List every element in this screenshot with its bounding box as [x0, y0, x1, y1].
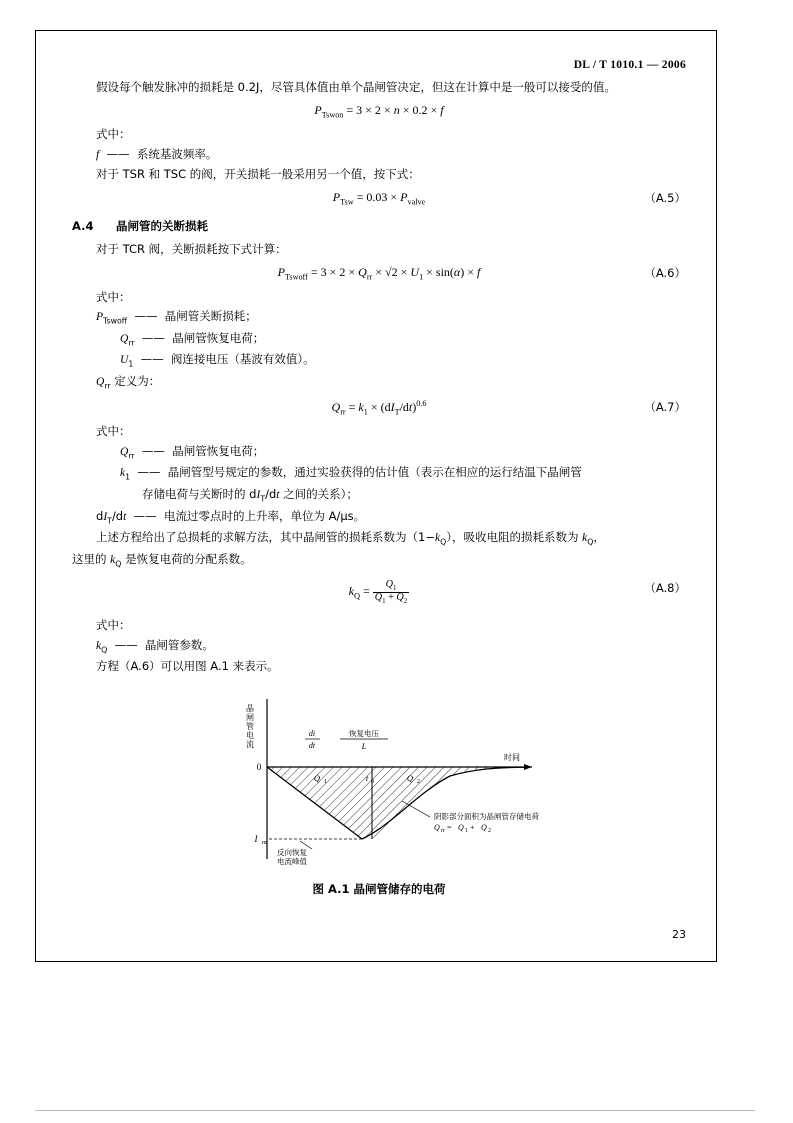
equation-a7-number: （A.7）: [644, 399, 686, 414]
equation-a6-number: （A.6）: [644, 266, 686, 281]
equation-a4: $P_{Tswon} = 3 \times 2 \times n \times 0.2 \times f$: [314, 102, 444, 120]
svg-text:Q: Q: [458, 823, 464, 833]
label-shizhong-1: 式中：: [96, 127, 131, 142]
svg-text:dt: dt: [308, 741, 316, 751]
paragraph-tsr-tsc: 对于 TSR 和 TSC 的阀，开关损耗一般采用另一个值，按下式：: [96, 167, 420, 182]
svg-text:+: +: [470, 823, 475, 833]
svg-text:Q: Q: [481, 823, 487, 833]
svg-text:1: 1: [465, 828, 468, 835]
definition-didt: $dI_T/dt$ —— 电流过零点时的上升率，单位为 A/μs。: [96, 508, 366, 525]
label-shizhong-2: 式中：: [96, 289, 131, 304]
svg-text:rr: rr: [441, 828, 445, 835]
figure-a1-graphic: [72, 689, 682, 874]
label-shizhong-4: 式中：: [96, 618, 131, 633]
definition-qrr: $Q_{rr}$ —— 晶闸管恢复电荷；: [120, 330, 265, 348]
section-title: 晶闸管的关断损耗: [116, 219, 208, 234]
paragraph-assumption: 假设每个触发脉冲的损耗是 0.2J，尽管具体值由单个晶闸管决定，但这在计算中是一般可以接受的值。: [96, 80, 616, 94]
svg-text:阴影部分面积为晶闸管存储电荷: 阴影部分面积为晶闸管存储电荷: [434, 812, 539, 822]
definition-u1: $U_1$ —— 阀连接电压（基波有效值）。: [120, 352, 315, 369]
paragraph-figure-ref: 方程（A.6）可以用图 A.1 来表示。: [96, 659, 279, 674]
svg-text:t: t: [365, 773, 369, 784]
section-heading-a4: [72, 218, 686, 234]
svg-text:晶: 晶: [246, 704, 254, 714]
svg-text:=: =: [447, 823, 452, 833]
svg-text:di: di: [308, 729, 316, 739]
definition-k1-line2: 存储电荷与关断时的 $dI_T/dt$ 之间的关系）；: [142, 487, 358, 504]
svg-text:2: 2: [488, 828, 491, 835]
definition-f: f —— 系统基波频率。: [96, 146, 218, 161]
page-number: 23: [672, 928, 686, 941]
svg-text:Q: Q: [406, 773, 414, 784]
svg-text:电流峰值: 电流峰值: [277, 857, 307, 867]
svg-text:1: 1: [324, 779, 327, 786]
svg-text:恢复电压: 恢复电压: [349, 729, 379, 739]
equation-a6: $P_{Tswoff} = 3 \times 2 \times Q_{rr} \times √2 \times U_1 \times \sin(\alpha) \times f$ （A.6）: [277, 265, 686, 282]
bottom-divider: [35, 1110, 755, 1111]
svg-text:2: 2: [417, 779, 420, 786]
paragraph-loss-coefficient-line2: 这里的 $k_Q$ 是恢复电荷的分配系数。: [72, 551, 252, 569]
equation-a5: $P_{Tsw} = 0.03 \times P_{valve}$ （A.5）: [332, 190, 686, 207]
document-page: [35, 30, 717, 962]
svg-text:流: 流: [246, 740, 254, 750]
paragraph-loss-coefficient-line1: 上述方程给出了总损耗的求解方法，其中晶闸管的损耗系数为$(1-k_Q)$，吸收电阻的损耗系数为 $k_Q$，: [96, 530, 605, 547]
paragraph-tcr: 对于 TCR 阀，关断损耗按下式计算：: [96, 242, 287, 257]
standard-code-header: DL / T 1010.1 — 2006: [573, 59, 686, 71]
svg-text:电: 电: [246, 731, 254, 741]
figure-caption: 图 A.1 晶闸管储存的电荷: [312, 882, 446, 897]
equation-a8: $k_Q$ = $\frac{Q_1}{Q_1 + Q_2}$ （A.8）: [348, 578, 686, 605]
svg-text:0: 0: [256, 762, 262, 773]
equation-a5-number: （A.5）: [644, 191, 686, 206]
svg-text:闸: 闸: [246, 713, 254, 723]
section-number: A.4: [72, 219, 94, 234]
svg-text:L: L: [361, 741, 367, 752]
definition-qrr-2: $Q_{rr}$ —— 晶闸管恢复电荷；: [120, 443, 265, 461]
svg-text:m: m: [262, 840, 267, 847]
equation-a7: $Q_{rr} = k_1 \times (dI_T/dt)^{0.6}$ （A.7）: [331, 398, 686, 417]
label-shizhong-3: 式中：: [96, 424, 131, 439]
figure-a1: [72, 689, 686, 897]
definition-k1-line1: $k_1$ —— 晶闸管型号规定的参数，通过实验获得的估计值（表示在相应的运行结温下晶闸管: [120, 465, 582, 482]
svg-text:反向恢复: 反向恢复: [277, 848, 307, 858]
equation-a8-fraction: $\frac{Q_1}{Q_1 + Q_2}$: [374, 578, 408, 605]
paragraph-qrr-definition: $Q_{rr}$ 定义为：: [96, 374, 161, 391]
svg-text:Q: Q: [313, 773, 321, 784]
definition-ptswoff: $P_{Tswoff}$ —— 晶闸管关断损耗；: [96, 309, 257, 326]
svg-text:0: 0: [371, 779, 374, 786]
svg-text:Q: Q: [434, 823, 440, 833]
equation-a8-number: （A.8）: [644, 580, 686, 595]
page-content: [72, 59, 686, 941]
svg-text:管: 管: [246, 722, 254, 732]
svg-text:I: I: [254, 834, 258, 845]
svg-text:时间: 时间: [504, 753, 520, 763]
definition-kq: $k_Q$ —— 晶闸管参数。: [96, 637, 214, 655]
